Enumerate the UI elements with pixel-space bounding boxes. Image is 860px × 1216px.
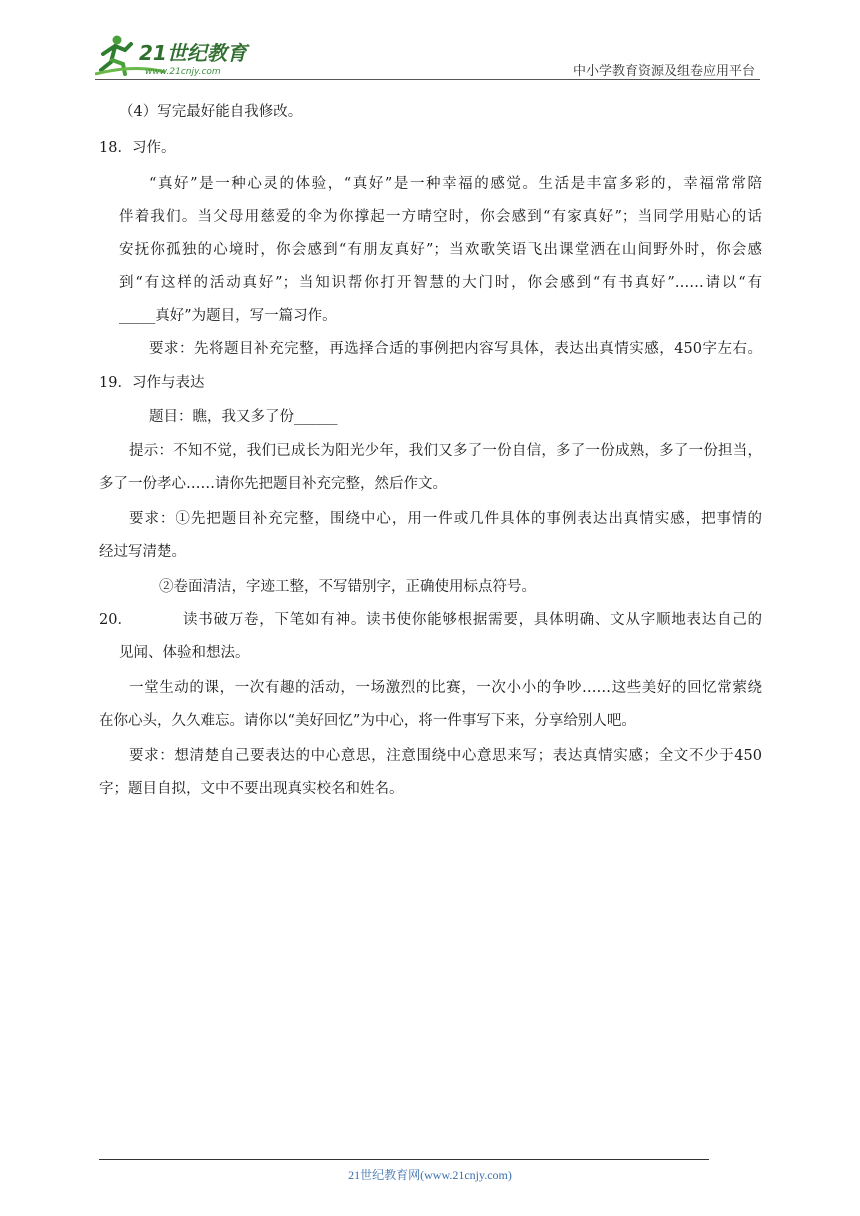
question-19-title: 19．习作与表达 (99, 375, 205, 391)
question-20-requirement: 字；题目自拟，文中不要出现真实校名和姓名。 (99, 781, 404, 797)
logo-text: 21世纪教育 (139, 41, 247, 65)
question-18-text: _____真好”为题目，写一篇习作。 (119, 308, 337, 324)
question-18-text: 到“有这样的活动真好”；当知识帮你打开智慧的大门时，你会感到“有书真好”……请以“有 (119, 275, 762, 291)
question-18-text: 安抚你孤独的心境时，你会感到“有朋友真好”；当欢歌笑语飞出课堂洒在山间野外时，你会感 (119, 242, 762, 258)
footer-divider (99, 1159, 709, 1160)
page-header (95, 30, 760, 80)
question-20-text: 见闻、体验和想法。 (119, 645, 250, 661)
question-20-requirement: 要求：想清楚自己要表达的中心意思，注意围绕中心意思来写；表达真情实感；全文不少于450 (129, 748, 762, 764)
question-19-topic: 题目：瞧，我又多了份______ (149, 409, 338, 425)
question-20-prompt: 在你心头，久久难忘。请你以“美好回忆”为中心，将一件事写下来，分享给别人吧。 (99, 713, 636, 729)
question-18-requirement: 要求：先将题目补充完整，再选择合适的事例把内容写具体，表达出真情实感，450字左右。 (149, 341, 762, 357)
question-19-hint: 多了一份孝心……请你先把题目补充完整，然后作文。 (99, 476, 447, 492)
question-20-text: 读书破万卷，下笔如有神。读书使你能够根据需要，具体明确、文从字顺地表达自己的 (183, 612, 762, 628)
question-19-requirement: 要求：①先把题目补充完整，围绕中心，用一件或几件具体的事例表达出真情实感，把事情的 (129, 511, 762, 527)
platform-name: 中小学教育资源及组卷应用平台 (572, 64, 755, 79)
question-19-requirement: ②卷面清洁，字迹工整，不写错别字，正确使用标点符号。 (159, 579, 536, 595)
header-divider (95, 79, 760, 80)
question-18-text: “真好”是一种心灵的体验，“真好”是一种幸福的感觉。生活是丰富多彩的，幸福常常陪 (149, 176, 762, 192)
footer-link[interactable]: 21世纪教育网(www.21cnjy.com) (348, 1168, 512, 1182)
question-20-prompt: 一堂生动的课，一次有趣的活动，一场激烈的比赛，一次小小的争吵……这些美好的回忆常萦绕 (129, 680, 762, 696)
logo-url: www.21cnjy.com (145, 67, 221, 77)
question-19-requirement: 经过写清楚。 (99, 544, 186, 560)
question-18-title: 18．习作。 (99, 140, 176, 156)
question-20-number: 20． (99, 612, 132, 628)
requirement-item-4: （4）写完最好能自我修改。 (119, 104, 303, 120)
question-18-text: 伴着我们。当父母用慈爱的伞为你撑起一方晴空时，你会感到“有家真好”；当同学用贴心的话 (119, 209, 762, 225)
logo (95, 34, 265, 78)
question-19-hint: 提示：不知不觉，我们已成长为阳光少年，我们又多了一份自信，多了一份成熟，多了一份担当， (129, 443, 762, 459)
